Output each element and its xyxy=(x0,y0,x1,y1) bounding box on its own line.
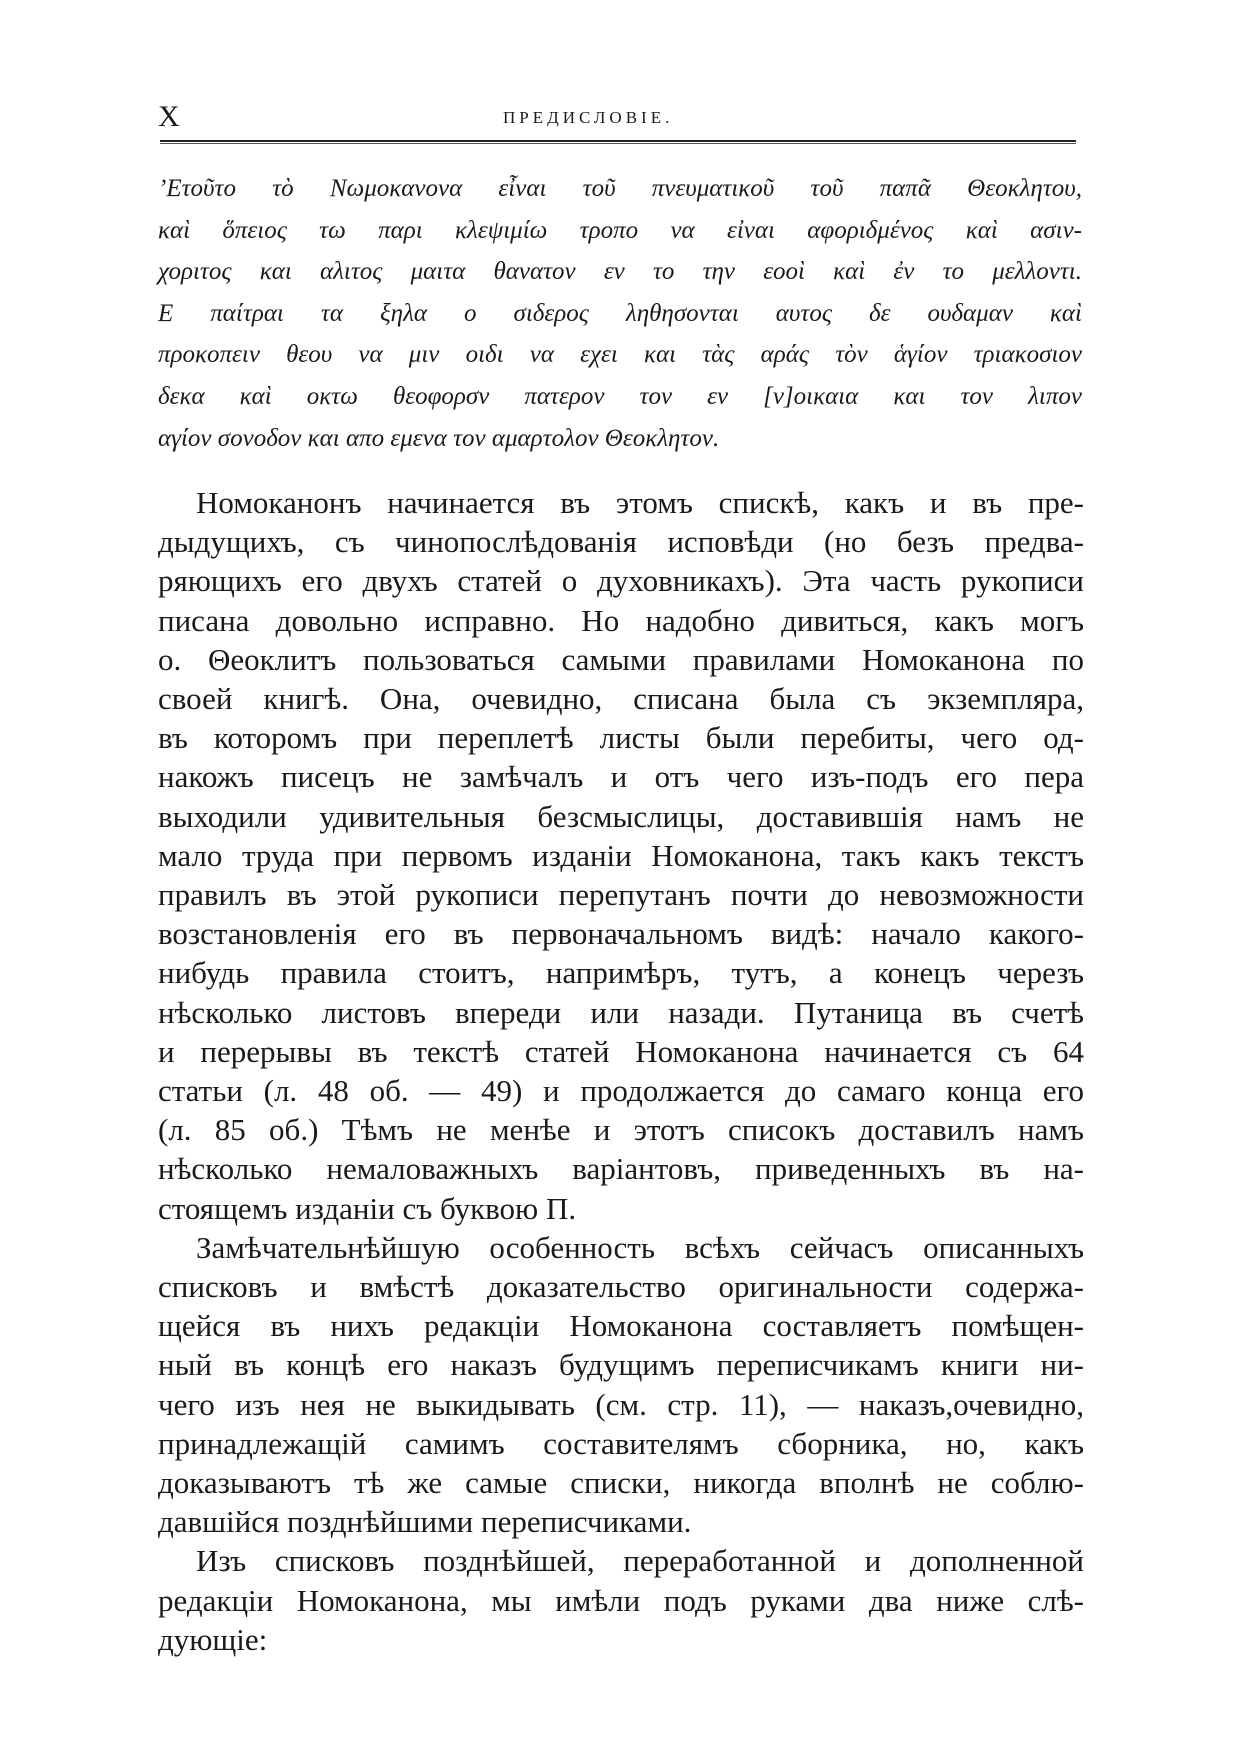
text-line: щейся въ нихъ редакціи Номоканона составляетъ помѣщен- xyxy=(158,1308,1084,1344)
text-line: Замѣчательнѣйшую особенность всѣхъ сейчасъ описанныхъ xyxy=(196,1229,1084,1265)
text-line: о. Θеоклитъ пользоваться самыми правилами Номоканона по xyxy=(158,641,1084,677)
header-rule xyxy=(160,140,1076,142)
text-line: статьи (л. 48 об. — 49) и продолжается до самаго конца его xyxy=(158,1073,1084,1109)
text-line: нибудь правила стоитъ, напримѣръ, тутъ, а конецъ черезъ xyxy=(158,955,1084,991)
greek-quote-line: δεκα καὶ οκτω θεοφορσν πατερον τον εν [ν]οικαια και τον λιπον xyxy=(158,382,1082,410)
page-number: X xyxy=(158,100,181,133)
text-line: въ которомъ при переплетѣ листы были перебиты, чего од- xyxy=(158,720,1084,756)
paragraph-1 xyxy=(158,483,1084,1228)
greek-quote-line: ’Ετοῦτο τὸ Νωμοκανονα εἶναι τοῦ πνευματικοῦ τοῦ παπᾶ Θεοκλητου, xyxy=(158,175,1082,202)
text-line: возстановленія его въ первоначальномъ видѣ: начало какого- xyxy=(158,916,1084,952)
text-line: мало труда при первомъ изданіи Номоканона, такъ какъ текстъ xyxy=(158,837,1084,873)
text-line: (л. 85 об.) Тѣмъ не менѣе и этотъ списокъ доставилъ намъ xyxy=(158,1112,1084,1148)
text-line: доказываютъ тѣ же самые списки, никогда вполнѣ не соблю- xyxy=(158,1465,1084,1501)
greek-quote-line: αγίον σονοδον και απο εμενα τον αμαρτολον Θεοκλητον. xyxy=(158,424,720,452)
text-line: своей книгѣ. Она, очевидно, списана была съ экземпляра, xyxy=(158,681,1084,717)
text-line: и перерывы въ текстѣ статей Номоканона начинается съ 64 xyxy=(158,1033,1084,1069)
paragraph-2 xyxy=(158,1228,1084,1542)
text-line: нѣсколько листовъ впереди или назади. Путаница въ счетѣ xyxy=(158,994,1084,1030)
text-line: ный въ концѣ его наказъ будущимъ переписчикамъ книги ни- xyxy=(158,1347,1084,1383)
text-line: накожъ писецъ не замѣчалъ и отъ чего изъ-подъ его пера xyxy=(158,759,1084,795)
text-line: правилъ въ этой рукописи перепутанъ почти до невозможности xyxy=(158,877,1084,913)
greek-quote-line: χοριτος και αλιτος μαιτα θανατον εν το την εοοὶ καὶ ἐν το μελλοντι. xyxy=(158,258,1082,286)
text-line: нѣсколько немаловажныхъ варіантовъ, приведенныхъ въ на- xyxy=(158,1151,1084,1187)
text-line: редакціи Номоканона, мы имѣли подъ руками два ниже слѣ- xyxy=(158,1582,1084,1618)
running-title: ПРЕДИСЛОВІЕ. xyxy=(503,108,674,127)
text-line: дыдущихъ, съ чинопослѣдованія исповѣди (но безъ предва- xyxy=(158,524,1084,560)
text-line: Номоканонъ начинается въ этомъ спискѣ, какъ и въ пре- xyxy=(196,485,1084,520)
paragraph-3 xyxy=(158,1541,1084,1659)
page-header xyxy=(158,100,1078,134)
text-line: чего изъ нея не выкидывать (см. стр. 11), — наказъ,очевидно, xyxy=(158,1386,1084,1422)
text-line: давшійся позднѣйшими переписчиками. xyxy=(158,1504,692,1540)
greek-quote xyxy=(158,168,1082,459)
greek-quote-line: καὶ ὅπειος τω παρι κλεψιμίω τροπο να εἰναι αφοριδμένος καὶ ασιν- xyxy=(158,216,1082,244)
greek-quote-line: Ε παίτραι τα ξηλα ο σιδερος ληθησονται αυτος δε ουδαμαν καὶ xyxy=(158,299,1082,327)
text-line: дующіе: xyxy=(158,1621,268,1657)
text-line: стоящемъ изданіи съ буквою П. xyxy=(158,1190,577,1226)
greek-quote-line: προκοπειν θεου να μιν οιδι να εχει και τὰς αράς τὸν ἁγίον τριακοσιον xyxy=(158,341,1082,369)
text-line: списковъ и вмѣстѣ доказательство оригинальности содержа- xyxy=(158,1269,1084,1305)
body-text xyxy=(158,483,1084,1659)
header-rule-thin xyxy=(160,143,1076,144)
text-line: выходили удивительныя безсмыслицы, доставившія намъ не xyxy=(158,798,1084,834)
text-line: писана довольно исправно. Но надобно дивиться, какъ могъ xyxy=(158,602,1084,638)
text-line: Изъ списковъ позднѣйшей, переработанной и дополненной xyxy=(196,1543,1084,1579)
text-line: принадлежащій самимъ составителямъ сборника, но, какъ xyxy=(158,1425,1084,1461)
text-line: ряющихъ его двухъ статей о духовникахъ). Эта часть рукописи xyxy=(158,563,1084,599)
